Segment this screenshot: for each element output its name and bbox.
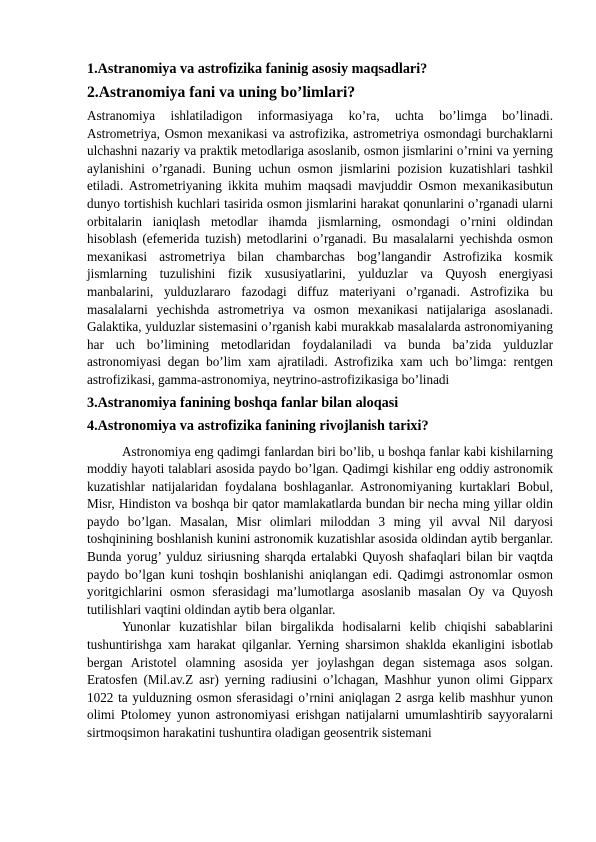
- heading-history: 4.Astronomiya va astrofizika fanining rivojlanish tarixi?: [87, 417, 429, 434]
- paragraph-branches: Astranomiya ishlatiladigon informasiyaga ko’ra, uchta bo’limga bo’linadi. Astrometriya, Osmon mexanikasi va astrofizika, astrometriya osmondagi burchaklarni ulchashni nazariy va praktik metodlariga asoslanib, osmon jismlarini o’rnini va yerning aylanishini o’rganadi. Buning uchun osmon jismlarini pozision kuzatishlari tashkil etiladi. Astrometriyaning ikkita muhim maqsadi mavjuddir Osmon mexanikasibutun dunyo tortishish kuchlari tasirida osmon jismlarini harakat qonunlarini o’rganadi ularni orbitalarin ianiqlash metodlar ihamda jismlarning, osmondagi o’rnini oldindan hisoblash (efemerida tuzish) metodlarini o’rganadi. Bu masalalarni yechishda osmon mexanikasi astrometriya bilan chambarchas bog’langandir Astrofizika kosmik jismlarning tuzulishini fizik xususiyatlarini, yulduzlar va Quyosh energiyasi manbalarini, yulduzlararo fazodagi diffuz materiyani o’rganadi. Astrofizika bu masalalarni yechishda astrometriya va osmon mexanikasi natijalariga asoslanadi. Galaktika, yulduzlar sistemasini o’rganish kabi murakkab masalalarda astronomiyaning har uch bo’limining metodlaridan foydalaniladi va bunda ba’zida yulduzlar astronomiyasi degan bo’lim xam ajratiladi. Astrofizika xam uch bo’limga: rentgen astrofizikasi, gamma-astronomiya, neytrino-astrofizikasiga bo’linadi: [87, 108, 553, 387]
- heading-relations: 3.Astranomiya fanining boshqa fanlar bilan aloqasi: [87, 394, 399, 411]
- paragraph-history-greeks: Yunonlar kuzatishlar bilan birgalikda hodisalarni kelib chiqishi sabablarini tushuntirishga xam harakat qilganlar. Yerning sharsimon shaklda ekanligini isbotlab bergan Aristotel olamning asosida yer joylashgan degan sistemaga asos solgan. Eratosfen (Mil.av.Z asr) yerning radiusini o’lchagan, Mashhur yunon olimi Gipparx 1022 ta yulduzning osmon sferasidagi o’rnini aniqlagan 2 asrga kelib mashhur yunon olimi Ptolomey yunon astronomiyasi erishgan natijalarni umumlashtirib sayyoralarni sirtmoqsimon harakatini tushuntira oladigan geosentrik sistemani: [87, 619, 553, 740]
- document-page: [87, 60, 553, 742]
- heading-goals: 1.Astranomiya va astrofizika faninig asosiy maqsadlari?: [87, 61, 428, 77]
- heading-branches: 2.Astranomiya fani va uning bo’limlari?: [87, 84, 356, 101]
- paragraph-history-ancient: Astronomiya eng qadimgi fanlardan biri bo’lib, u boshqa fanlar kabi kishilarning moddiy hayoti talablari asosida paydo bo’lgan. Qadimgi kishilar eng oddiy astronomik kuzatishlar natijalaridan foydalana boshlaganlar. Astronomiyaning kurtaklari Bobul, Misr, Hindiston va boshqa bir qator mamlakatlarda bundan bir necha ming yillar oldin paydo bo’lgan. Masalan, Misr olimlari miloddan 3 ming yil avval Nil daryosi toshqinining boshlanish kunini astronomik kuzatishlar asosida oldindan aytib berganlar. Bunda yorug’ yulduz siriusning sharqda ertalabki Quyosh shafaqlari bilan bir vaqtda paydo bo’lgan kuni toshqin boshlanishi aniqlangan edi. Qadimgi astronomlar osmon yoritgichlarini osmon sferasidagi ma’lumotlarga asoslanib masalan Oy va Quyosh tutilishlari vaqtini oldindan aytib bera olganlar.: [87, 443, 553, 617]
